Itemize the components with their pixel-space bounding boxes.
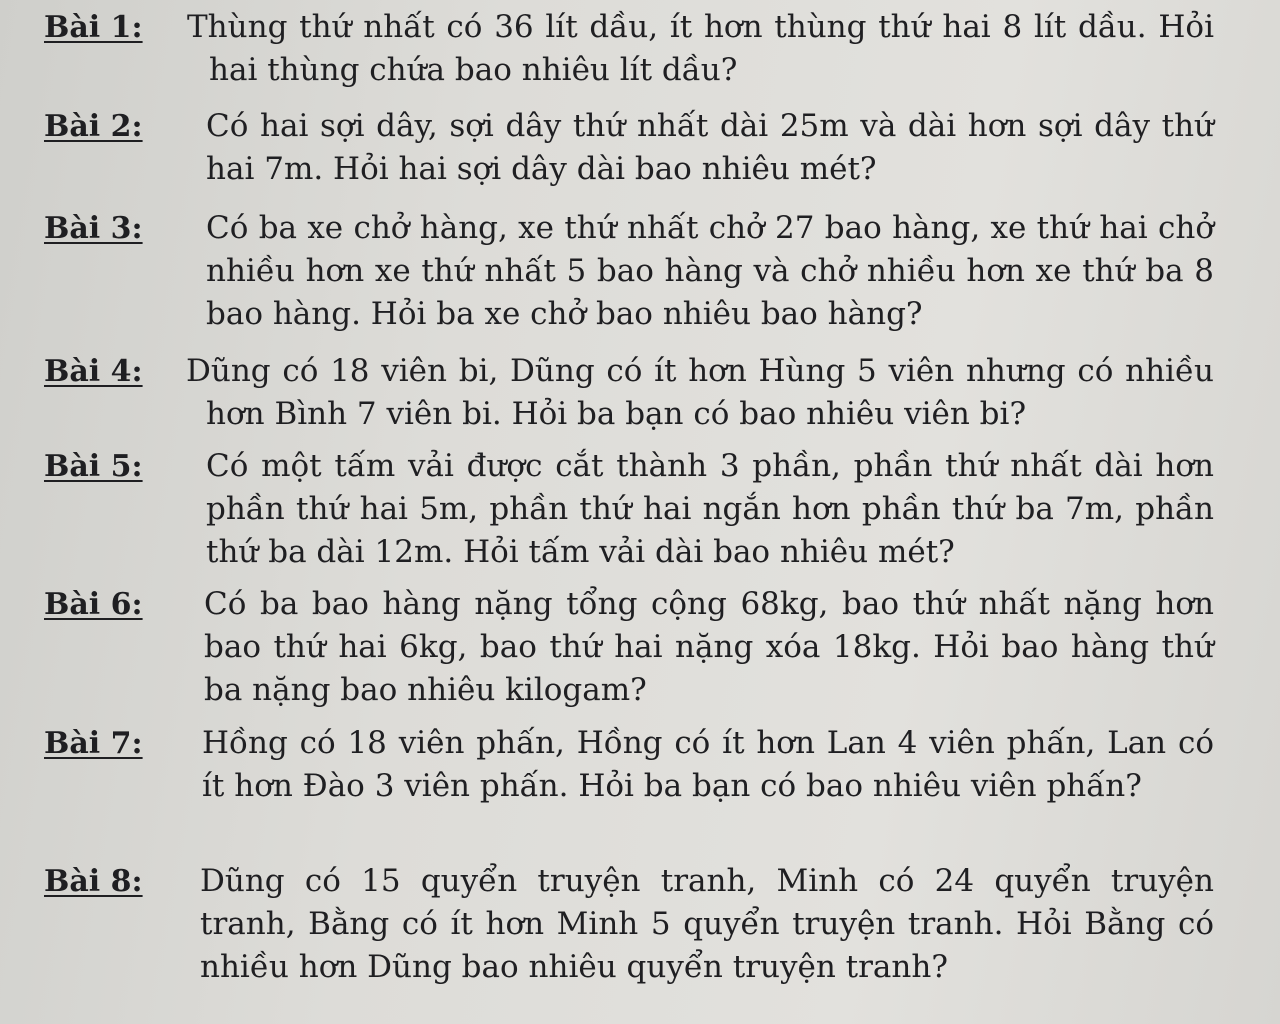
exercise-6 [44, 583, 1214, 712]
exercise-label: Bài 7: [44, 726, 143, 761]
exercise-text: Dũng có 15 quyển truyện tranh, Minh có 24 quyển truyện tranh, Bằng có ít hơn Minh 5 quyển truyện tranh. Hỏi Bằng có nhiều hơn Dũng bao nhiêu quyển truyện tranh? [200, 863, 1214, 985]
exercise-label: Bài 4: [44, 354, 143, 389]
exercise-7 [44, 722, 1214, 808]
exercise-text: Có hai sợi dây, sợi dây thứ nhất dài 25m và dài hơn sợi dây thứ hai 7m. Hỏi hai sợi dây dài bao nhiêu mét? [206, 108, 1214, 187]
exercise-4 [44, 350, 1214, 436]
exercise-text: Có ba bao hàng nặng tổng cộng 68kg, bao thứ nhất nặng hơn bao thứ hai 6kg, bao thứ hai nặng xóa 18kg. Hỏi bao hàng thứ ba nặng bao nhiêu kilogam? [204, 586, 1214, 708]
exercise-label: Bài 8: [44, 864, 143, 899]
exercise-label: Bài 5: [44, 449, 143, 484]
exercise-8 [44, 860, 1214, 989]
exercise-text: Thùng thứ nhất có 36 lít dầu, ít hơn thùng thứ hai 8 lít dầu. Hỏi hai thùng chứa bao nhiêu lít dầu? [187, 9, 1214, 88]
exercise-text: Dũng có 18 viên bi, Dũng có ít hơn Hùng 5 viên nhưng có nhiều hơn Bình 7 viên bi. Hỏi ba bạn có bao nhiêu viên bi? [186, 353, 1214, 432]
exercise-5 [44, 445, 1214, 574]
exercise-label: Bài 6: [44, 587, 143, 622]
exercise-label: Bài 1: [44, 10, 143, 45]
exercise-text: Hồng có 18 viên phấn, Hồng có ít hơn Lan 4 viên phấn, Lan có ít hơn Đào 3 viên phấn. Hỏi ba bạn có bao nhiêu viên phấn? [202, 725, 1214, 804]
exercise-text: Có ba xe chở hàng, xe thứ nhất chở 27 bao hàng, xe thứ hai chở nhiều hơn xe thứ nhất 5 bao hàng và chở nhiều hơn xe thứ ba 8 bao hàng. Hỏi ba xe chở bao nhiêu bao hàng? [206, 210, 1214, 332]
exercise-1 [44, 6, 1214, 92]
exercise-3 [44, 207, 1214, 336]
exercise-2 [44, 105, 1214, 191]
exercise-label: Bài 2: [44, 109, 143, 144]
exercise-label: Bài 3: [44, 211, 143, 246]
exercise-text: Có một tấm vải được cắt thành 3 phần, phần thứ nhất dài hơn phần thứ hai 5m, phần thứ hai ngắn hơn phần thứ ba 7m, phần thứ ba dài 12m. Hỏi tấm vải dài bao nhiêu mét? [206, 448, 1214, 570]
